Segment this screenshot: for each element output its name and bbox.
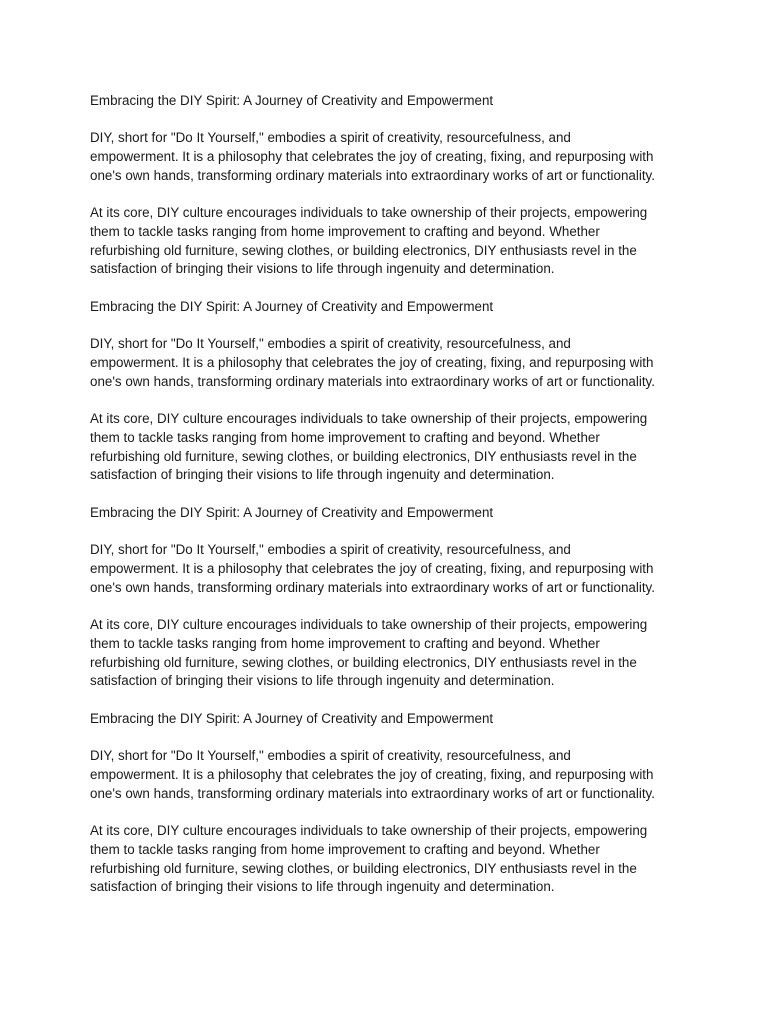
paragraph-line: refurbishing old furniture, sewing clothes, or building electronics, DIY enthusiasts revel in the (90, 242, 637, 258)
paragraph-line: refurbishing old furniture, sewing clothes, or building electronics, DIY enthusiasts revel in the (90, 860, 637, 876)
paragraph-line: At its core, DIY culture encourages individuals to take ownership of their projects, empowering (90, 205, 648, 221)
paragraph-line: them to tackle tasks ranging from home improvement to crafting and beyond. Whether (90, 841, 600, 857)
paragraph-line: empowerment. It is a philosophy that celebrates the joy of creating, fixing, and repurposing with (90, 767, 654, 783)
paragraph-line: satisfaction of bringing their visions to life through ingenuity and determination. (90, 879, 555, 895)
paragraph-line: DIY, short for "Do It Yourself," embodies a spirit of creativity, resourcefulness, and (90, 542, 571, 558)
section-title: Embracing the DIY Spirit: A Journey of Creativity and Empowerment (90, 93, 494, 108)
document-section (90, 504, 690, 691)
paragraph-line: empowerment. It is a philosophy that celebrates the joy of creating, fixing, and repurposing with (90, 355, 654, 371)
paragraph (90, 616, 690, 691)
section-title: Embracing the DIY Spirit: A Journey of Creativity and Empowerment (90, 711, 494, 726)
paragraph-line: satisfaction of bringing their visions to life through ingenuity and determination. (90, 467, 555, 483)
paragraph-line: satisfaction of bringing their visions to life through ingenuity and determination. (90, 261, 555, 277)
document-section (90, 92, 690, 279)
paragraph (90, 335, 690, 391)
paragraph-line: At its core, DIY culture encourages individuals to take ownership of their projects, empowering (90, 617, 648, 633)
paragraph (90, 541, 690, 597)
paragraph (90, 822, 690, 897)
section-title: Embracing the DIY Spirit: A Journey of Creativity and Empowerment (90, 505, 494, 520)
paragraph-line: satisfaction of bringing their visions to life through ingenuity and determination. (90, 673, 555, 689)
paragraph-line: empowerment. It is a philosophy that celebrates the joy of creating, fixing, and repurposing with (90, 149, 654, 165)
paragraph (90, 410, 690, 485)
paragraph-line: one's own hands, transforming ordinary materials into extraordinary works of art or functionality. (90, 579, 655, 595)
paragraph (90, 204, 690, 279)
paragraph-line: them to tackle tasks ranging from home improvement to crafting and beyond. Whether (90, 223, 600, 239)
document-section (90, 298, 690, 485)
paragraph-line: them to tackle tasks ranging from home improvement to crafting and beyond. Whether (90, 635, 600, 651)
paragraph-line: DIY, short for "Do It Yourself," embodies a spirit of creativity, resourcefulness, and (90, 130, 571, 146)
paragraph (90, 747, 690, 803)
document-page (90, 92, 690, 897)
paragraph-line: one's own hands, transforming ordinary materials into extraordinary works of art or functionality. (90, 373, 655, 389)
paragraph-line: DIY, short for "Do It Yourself," embodies a spirit of creativity, resourcefulness, and (90, 748, 571, 764)
paragraph-line: DIY, short for "Do It Yourself," embodies a spirit of creativity, resourcefulness, and (90, 336, 571, 352)
paragraph-line: one's own hands, transforming ordinary materials into extraordinary works of art or functionality. (90, 167, 655, 183)
paragraph-line: one's own hands, transforming ordinary materials into extraordinary works of art or functionality. (90, 785, 655, 801)
paragraph-line: refurbishing old furniture, sewing clothes, or building electronics, DIY enthusiasts revel in the (90, 654, 637, 670)
paragraph-line: At its core, DIY culture encourages individuals to take ownership of their projects, empowering (90, 411, 648, 427)
paragraph-line: them to tackle tasks ranging from home improvement to crafting and beyond. Whether (90, 429, 600, 445)
paragraph-line: empowerment. It is a philosophy that celebrates the joy of creating, fixing, and repurposing with (90, 561, 654, 577)
paragraph (90, 129, 690, 185)
paragraph-line: At its core, DIY culture encourages individuals to take ownership of their projects, empowering (90, 823, 648, 839)
section-title: Embracing the DIY Spirit: A Journey of Creativity and Empowerment (90, 299, 494, 314)
document-section (90, 710, 690, 897)
paragraph-line: refurbishing old furniture, sewing clothes, or building electronics, DIY enthusiasts revel in the (90, 448, 637, 464)
